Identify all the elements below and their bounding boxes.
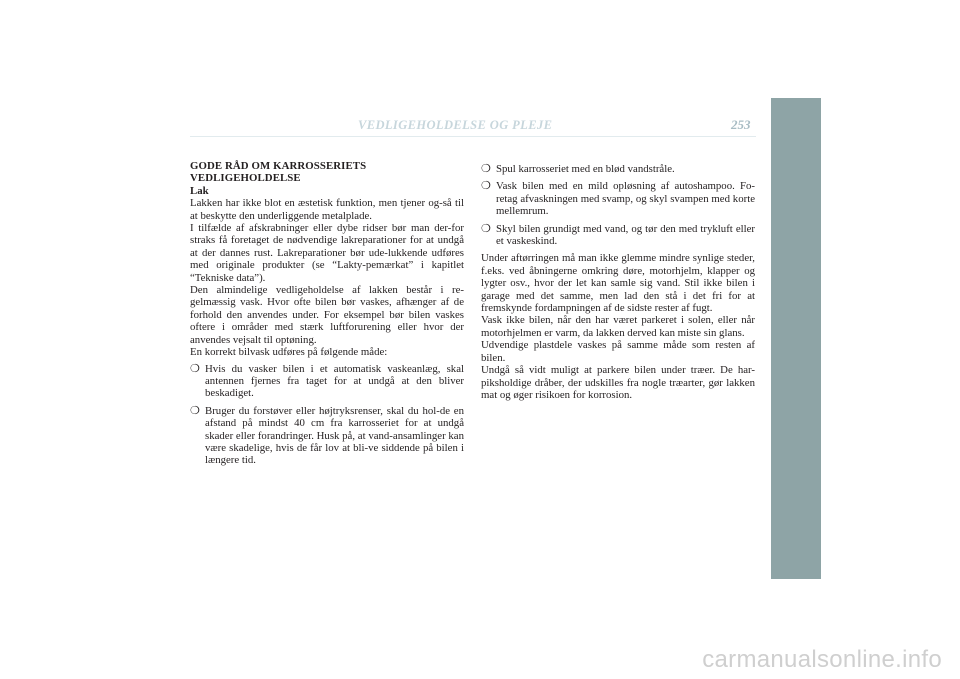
- list-item: [190, 405, 464, 467]
- left-column: [190, 160, 464, 472]
- paragraph: Under aftørringen må man ikke glemme mindre synlige steder, f.eks. ved åbningerne omkring døre, motorhjelm, klapper og lygter osv., hvor der let kan samle sig vand. Stil ikke bilen i garage med det samme, men lad den stå i det fri for at fremskynde fordampningen af de sidste rester af fugt.: [481, 252, 755, 315]
- paragraph: Lakken har ikke blot en æstetisk funktion, men tjener og-så til at beskytte den underliggende metalplade.: [190, 197, 464, 222]
- list-item-text: Spul karrosseriet med en blød vandstråle.: [496, 163, 675, 175]
- right-column: [481, 163, 755, 401]
- list-item-text: Bruger du forstøver eller højtryksrenser, skal du hol-de en afstand på mindst 40 cm fra karrosseriet for at undgå skader eller forandringer. Husk på, at vand-ansamlinger kan være skadelige, hvis de får lov at bli-ve siddende på bilen i længere tid.: [205, 404, 464, 467]
- paragraph: Den almindelige vedligeholdelse af lakken består i re-gelmæssig vask. Hvor ofte bilen bør vaskes, afhænger af de forhold den anvendes under. For eksempel bør bilen vaskes oftere i områder med stærk luftforurening eller hvor der anvendes vejsalt til optøning.: [190, 284, 464, 346]
- bullet-icon: ❍: [481, 180, 491, 193]
- bullet-list: [190, 363, 464, 467]
- site-watermark: carmanualsonline.info: [702, 646, 942, 673]
- list-item-text: Hvis du vasker bilen i et automatisk vaskeanlæg, skal antennen fjernes fra taget for at undgå at den bliver beskadiget.: [205, 362, 464, 400]
- bullet-icon: ❍: [481, 163, 491, 175]
- bullet-icon: ❍: [190, 404, 200, 417]
- header-divider: [190, 136, 756, 137]
- paragraph: En korrekt bilvask udføres på følgende måde:: [190, 346, 388, 359]
- paragraph: Udvendige plastdele vaskes på samme måde som resten af bilen.: [481, 339, 755, 364]
- section-heading-line2: VEDLIGEHOLDELSE: [190, 172, 301, 185]
- list-item-text: Skyl bilen grundigt med vand, og tør den med trykluft eller et vaskeskind.: [496, 222, 755, 248]
- bullet-icon: ❍: [481, 222, 491, 235]
- paragraph: I tilfælde af afskrabninger eller dybe ridser bør man der-for straks få foretaget de nødvendige lakreparationer for at undgå at der dannes rust. Lakreparationer bør ude-lukkende udføres med originale produkter (se “Lakty-pemærkat” i kapitlet “Tekniske data”).: [190, 222, 464, 284]
- running-header-title: VEDLIGEHOLDELSE OG PLEJE: [358, 118, 553, 132]
- bullet-icon: ❍: [190, 362, 200, 375]
- section-heading: [190, 160, 464, 185]
- subheading-lak: Lak: [190, 184, 209, 197]
- paragraph: Vask ikke bilen, når den har været parkeret i solen, eller når motorhjelmen er varm, da lakken derved kan miste sin glans.: [481, 314, 755, 339]
- page-number: 253: [731, 117, 751, 132]
- list-item-text: Vask bilen med en mild opløsning af autoshampoo. Fo-retag afvaskningen med svamp, og skyl svampen med korte mellemrum.: [496, 180, 755, 218]
- list-item: [481, 223, 755, 248]
- section-heading-line1: GODE RÅD OM KARROSSERIETS: [190, 160, 367, 172]
- list-item: [481, 180, 755, 217]
- paragraph: Undgå så vidt muligt at parkere bilen under træer. De har-piksholdige dråber, der udskilles fra nogle træarter, gør lakken mat og øger risikoen for korrosion.: [481, 364, 755, 401]
- list-item: [481, 163, 755, 175]
- chapter-side-tab: [771, 98, 821, 579]
- bullet-list: [481, 163, 755, 247]
- list-item: [190, 363, 464, 400]
